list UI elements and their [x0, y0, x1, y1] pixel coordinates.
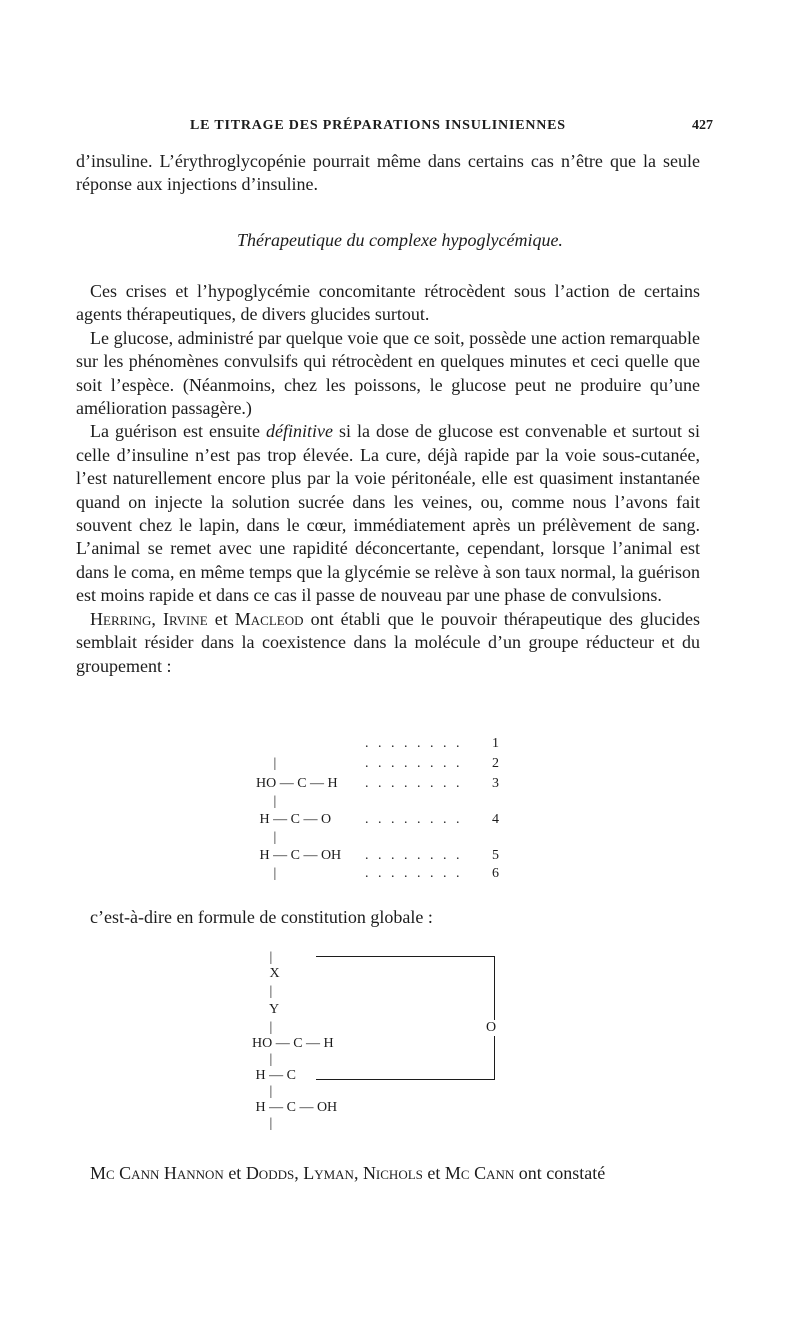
body-text-block: [76, 280, 700, 678]
paragraph-4: [76, 420, 700, 607]
author-name: Dodds: [245, 1163, 295, 1183]
page-number: 427: [692, 118, 713, 133]
formula-position-number: 1: [492, 736, 499, 751]
formula-position-number: 6: [492, 866, 499, 881]
formula-line: X: [252, 966, 280, 981]
formula-line: |: [252, 950, 273, 965]
p4-emphasis: définitive: [266, 421, 333, 442]
formula-line: |: [252, 1084, 273, 1099]
formula-row: [240, 866, 502, 886]
p5-text: ont établi que le pouvoir thérapeutique des glucides semblait résider dans la coexistence dans la molécule d’un groupe réducteur et du groupement :: [76, 608, 700, 676]
paragraph-3: Le glucose, administré par quelque voie que ce soit, possède une action remarquable sur les phénomènes convulsifs qui rétrocèdent en quelques minutes et ceci quelle que soit l’espèce. (Néanmoins, chez les poissons, le glucose peut ne produire qu’une amélioration passagère.): [76, 327, 700, 419]
separator: et: [207, 608, 235, 629]
author-name: Macleod: [234, 608, 304, 629]
separator: ,: [151, 608, 163, 629]
author-name: Mc Cann: [444, 1163, 515, 1183]
formula-row: [240, 830, 502, 850]
paragraph-1: d’insuline. L’érythroglycopénie pourrait même dans certains cas n’être que la seule réponse aux injections d’insuline.: [76, 151, 700, 195]
running-title: LE TITRAGE DES PRÉPARATIONS INSULINIENNES: [190, 118, 566, 133]
chemical-formula-global: [252, 950, 512, 1140]
p4-text-after: si la dose de glucose est convenable et surtout si celle d’insuline n’est pas trop élevée. La cure, déjà rapide par la voie sous-cutanée, l’est naturellement encore plus par la voie péritonéale, elle est quasiment instantanée quand on injecte la solution sucrée dans les veines, ou, comme nous l’avons fait souvent chez le lapin, dans le cœur, immédiatement après un prélèvement de sang. L’animal se remet avec une rapidité déconcertante, cependant, lorsque l’animal est dans le coma, en même temps que la glycémie se relève à son taux normal, la guérison est moins rapide et dans ce cas il passe de nouveau par une phase de convulsions.: [76, 421, 700, 606]
separator: et: [422, 1163, 445, 1183]
oxygen-label: O: [486, 1020, 497, 1035]
formula-position-number: 5: [492, 848, 499, 863]
author-name: Hannon: [163, 1163, 224, 1183]
formula-row: [240, 794, 502, 814]
formula-row: [240, 812, 502, 832]
formula-chem: |: [256, 866, 277, 881]
formula-line: |: [252, 1116, 273, 1131]
formula-dots: . . . . . . . .: [365, 866, 463, 881]
formula-bond: |: [256, 794, 277, 809]
paragraph-2: Ces crises et l’hypoglycémie concomitante rétrocèdent sous l’action de certains agents thérapeutiques, de divers glucides surtout.: [76, 281, 700, 325]
running-header: [0, 112, 800, 138]
formula-line: |: [252, 984, 273, 999]
author-name: Nichols: [362, 1163, 423, 1183]
author-name: Mc Cann: [90, 1163, 160, 1183]
formula-position-number: 2: [492, 756, 499, 771]
formula-line: Y: [252, 1002, 280, 1017]
formula-dots: . . . . . . . .: [365, 848, 463, 863]
formula-row: [240, 756, 502, 776]
paragraph-6: c’est-à-dire en formule de constitution globale :: [90, 907, 433, 927]
formula-bond: |: [256, 830, 277, 845]
paragraph-6-block: [76, 906, 700, 929]
author-name: Lyman: [303, 1163, 354, 1183]
formula-dots: . . . . . . . .: [365, 812, 463, 827]
p7-text: ont constaté: [514, 1163, 606, 1183]
separator: ,: [353, 1163, 363, 1183]
formula-line: |: [252, 1052, 273, 1067]
separator: ,: [294, 1163, 304, 1183]
formula-dots: . . . . . . . .: [365, 776, 463, 791]
paragraph-1-block: [76, 150, 700, 197]
paragraph-5: [76, 608, 700, 678]
ring-bracket: [316, 956, 495, 1080]
chemical-formula-groupement: [240, 736, 520, 886]
formula-line: HO — C — H: [252, 1036, 334, 1051]
formula-position-number: 3: [492, 776, 499, 791]
p4-text-before: La guérison est ensuite: [90, 421, 266, 442]
formula-row: [240, 736, 502, 756]
formula-chem: H — C — OH: [256, 848, 342, 863]
formula-dots: . . . . . . . .: [365, 756, 463, 771]
formula-chem: H — C — O: [256, 812, 332, 827]
formula-position-number: 4: [492, 812, 499, 827]
section-heading: Thérapeutique du complexe hypoglycémique.: [237, 230, 563, 250]
formula-line: |: [252, 1020, 273, 1035]
formula-chem: |: [256, 756, 277, 771]
paragraph-7-block: [76, 1162, 700, 1185]
formula-row: [240, 776, 502, 796]
formula-row: [240, 848, 502, 868]
formula-line: H — C: [252, 1068, 296, 1083]
formula-dots: . . . . . . . .: [365, 736, 463, 751]
formula-line: H — C — OH: [252, 1100, 338, 1115]
author-name: Irvine: [162, 608, 208, 629]
paragraph-7: [76, 1162, 700, 1185]
author-name: Herring: [90, 608, 152, 629]
separator: et: [223, 1163, 246, 1183]
formula-chem: HO — C — H: [256, 776, 338, 791]
